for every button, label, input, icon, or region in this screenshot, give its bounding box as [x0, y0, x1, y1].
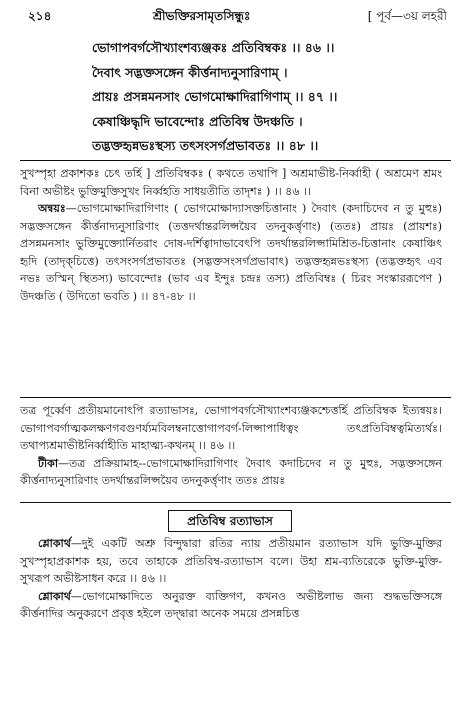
- tika-text: —তত্র প্রক্রিয়ামাহ--ভোগমোক্ষাদিরাগিণাং দৈবাৎ কদাচিদেব ন তু মুহুঃ, সদ্ভক্তসঙ্গেন কীর্ত্তনাদ্যনুসারিণাং তদর্থান্তরলিপ্সয়ৈব তদনুকর্ত্তৃণাং ততঃ প্রায়ঃ: [20, 456, 442, 487]
- section-label: [ পূর্ব—৩য় লহরী: [367, 9, 447, 23]
- anvaya-label: অন্বয়ঃ: [38, 202, 66, 215]
- page-number: ২১৪: [28, 9, 52, 23]
- anvaya-paragraph: [20, 200, 442, 305]
- tika-paragraph: [20, 455, 442, 490]
- verse-line: প্রায়ঃ প্রসন্নমনসাং ভোগমোক্ষাদিরাগিণাম্ ।। ৪৭ ।।: [92, 89, 338, 104]
- section-divider: [20, 397, 451, 398]
- translation-text: —দুই একটি অশ্রু বিন্দুদ্বারা রতির ন্যায় প্রতীয়মান রত্যাভাস যদি ভুক্তি-মুক্তির সুখস্পৃহাপ্রকাশক হয়, তবে তাহাকে প্রতিবিম্ব-রত্যাভাস বলে। উহা শ্রম-ব্যতিরেকে ভুক্তি-মুক্তি-সুখরূপ অভীষ্টসাধন করে ।। ৪৬ ।।: [20, 537, 442, 585]
- verse-line: ভোগাপবর্গসৌখ্যাংশব্যঞ্জকঃ প্রতিবিম্বকঃ ।। ৪৬ ।।: [92, 40, 335, 55]
- commentary-anvaya: [20, 165, 442, 305]
- section-divider: [20, 502, 451, 503]
- verse-line: কেষাঞ্চিদ্ধৃদি ভাবেন্দোঃ প্রতিবিম্ব উদঞ্চতি ।: [92, 113, 303, 129]
- book-title: শ্রীভক্তিরসামৃতসিন্ধুঃ: [153, 9, 251, 23]
- translation-text: —ভোগমোক্ষাদিতে অনুরক্ত ব্যক্তিগণ, কখনও অভীষ্টলাভ জন্য শুদ্ধভক্তিসঙ্গে কীর্ত্তনাদির অনুকরণে প্রবৃত্ত হইলে তদ্দ্বারা অনেক সময়ে প্রসন্নচিত্ত: [20, 589, 442, 620]
- tika-label: টীকা: [38, 456, 59, 470]
- sanskrit-verses: [92, 36, 432, 159]
- translation-label: শ্লোকার্থ: [38, 589, 71, 603]
- verse-line: তদ্ভক্তহৃন্নভঃস্থস্য তৎসংসর্গপ্রভাবতঃ ।। ৪৮ ।।: [92, 138, 319, 153]
- bengali-translation: [20, 535, 442, 623]
- box-section-title: প্রতিবিম্ব রত্যাভাস: [168, 510, 292, 532]
- commentary-paragraph: তত্র পূর্ব্বেণ প্রতীয়মানোৎপি রত্যাভাসঃ, ভোগাপবর্গসৌখ্যাংশব্যঞ্জকশ্চেত্তর্হি প্রতিবিম্বক ইত্যন্বয়ঃ। ভোগাপবর্গাত্মকলক্ষণগবগুণৰ্য্যমবিলম্বনাত্তোগাপবর্গ-লিপ্সাপাধিত্বং তৎপ্রতিবিম্বত্বমিত্যর্থঃ। তথাপ্যশ্রমাভীষ্টনির্ব্বাহীতি মাহাত্ম্য-কথনম্ ।। ৪৬ ।।: [20, 404, 442, 452]
- translation-paragraph: [20, 535, 442, 588]
- section-divider: [20, 160, 451, 161]
- commentary-tika: [20, 402, 442, 490]
- translation-paragraph: [20, 588, 442, 623]
- anvaya-text: —ভোগমোক্ষাদিরাগিণাং ( ভোগমোক্ষাদ্যাসক্তচিত্তানাং ) দৈবাৎ (কদাচিদেব ন তু মুহুঃ) সদ্ভক্তসঙ্গেন কীর্ত্তনাদ্যনুসারিণাং (তত্তদর্থান্তরলিপ্সয়ৈব তদনুকর্ত্তৃণাং) (ততঃ) প্রায়ঃ (প্রায়শঃ) প্রসন্নমনসাং ভুক্তিমুক্ত্যোর্নিতরাং দোষ-দর্শিত্বাদাভাবেৎপি তদর্থান্তরলিপ্সামিশ্রিত-চিত্তানাং কেষাঞ্চিৎ হৃদি (তাদৃক্‌চিত্তে) তৎসংসর্গপ্রভাবতঃ (সদ্ভক্তসংসর্গপ্রভাবাৎ) তদ্ভক্তহৃন্নভঃস্থস্য (তদ্ভক্তহৃৎ এব নভঃ তস্মিন্ স্থিতস্য) ভাবেন্দোঃ (ভাব এব ইন্দুঃ চন্দ্রঃ তস্য) প্রতিবিম্বঃ ( চিরং সংস্কাররূপেণ ) উদঞ্চতি ( উদিতো ভবতি ) ।। ৪৭-৪৮ ।।: [20, 202, 442, 303]
- page-header: [28, 6, 447, 26]
- verse-line: দৈবাৎ সদ্ভক্তসঙ্গেন কীর্ত্তনাদ্যনুসারিণাম্ ।: [92, 64, 288, 80]
- translation-label: শ্লোকার্থ: [38, 537, 71, 550]
- commentary-paragraph: সুখস্পৃহা প্রকাশকঃ চেৎ তর্হি ] প্রতিবিম্বকঃ ( কথতে তথাপি ] অশ্রমাভীষ্ট-নির্ব্বাহী ( অশ্রমেণ শ্রমং বিনা অভীষ্টং ভুক্তিমুক্তিসুখং নির্ব্বহতি সাধয়তীতি তাদৃশঃ ) ।। ৪৬ ।।: [20, 167, 442, 198]
